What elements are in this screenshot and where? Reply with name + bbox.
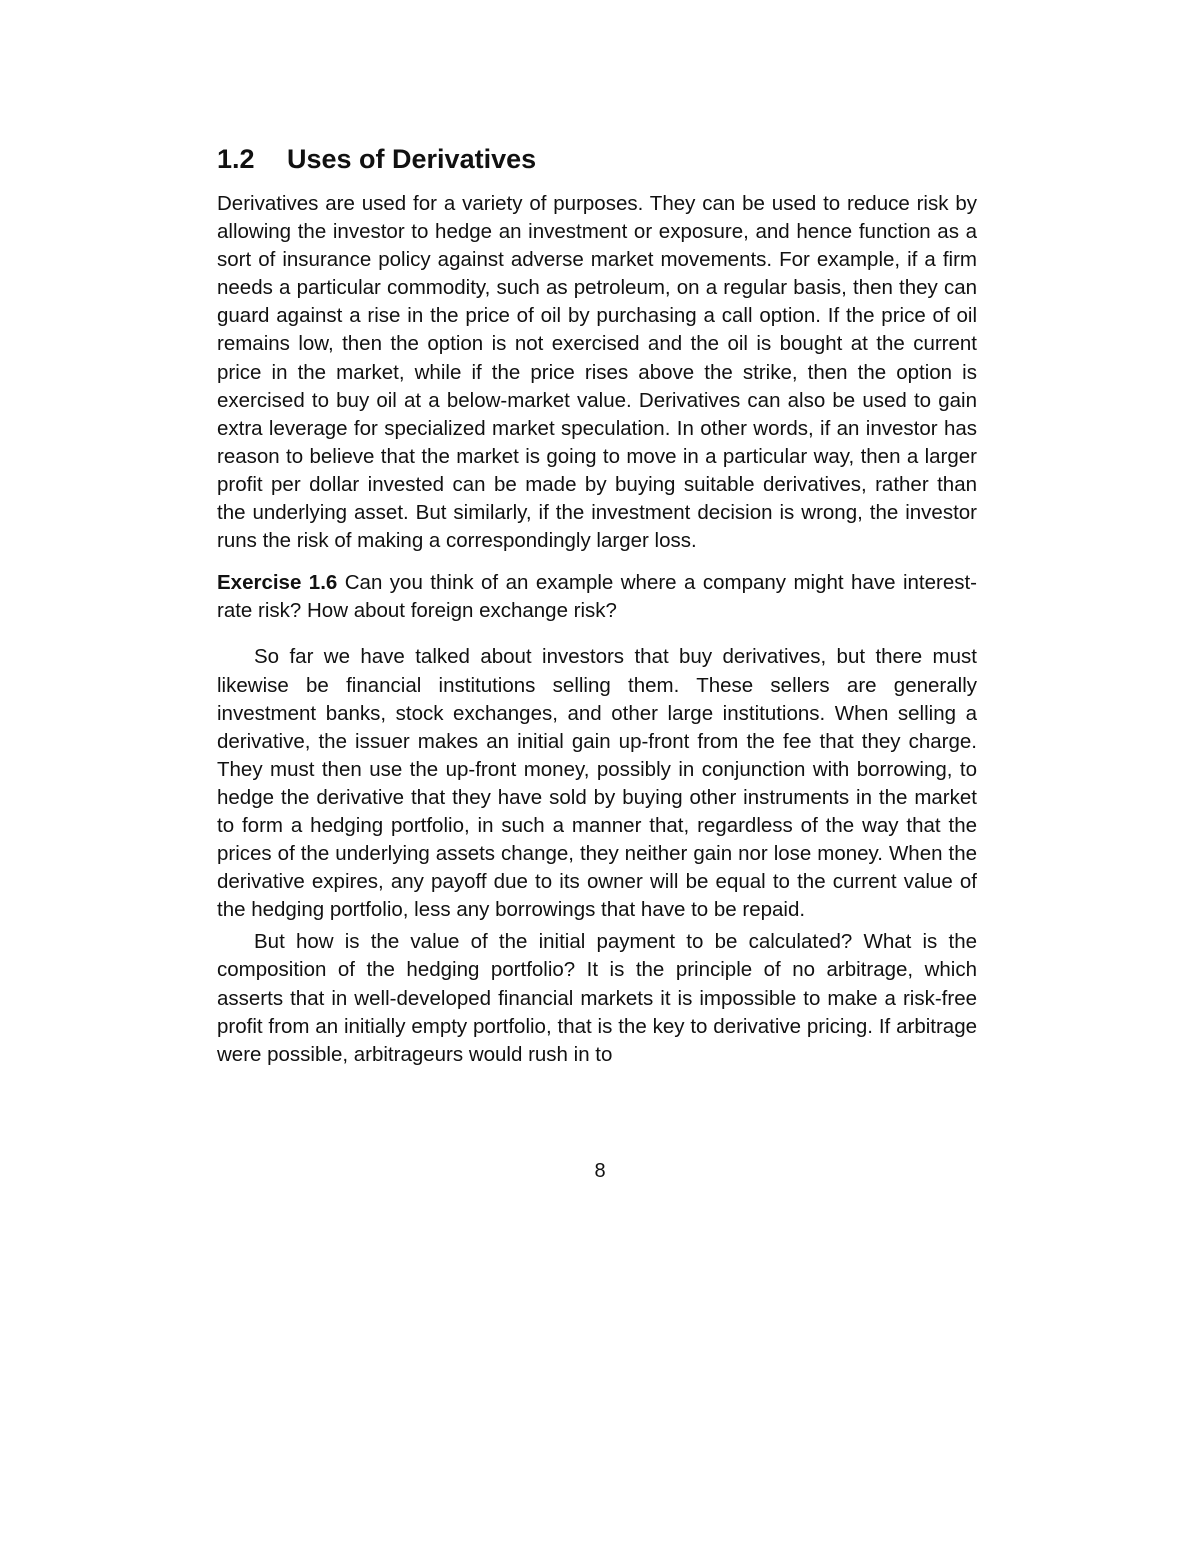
- intro-paragraph: Derivatives are used for a variety of purposes. They can be used to reduce risk by allowing the investor to hedge an investment or exposure, and hence function as a sort of insurance policy against adverse market movements. For example, if a firm needs a particular commodity, such as petroleum, on a regular basis, then they can guard against a rise in the price of oil by purchasing a call option. If the price of oil remains low, then the option is not exercised and the oil is bought at the current price in the market, while if the price rises above the strike, then the option is exercised to buy oil at a below-market value. Derivatives can also be used to gain extra leverage for specialized market speculation. In other words, if an investor has reason to believe that the market is going to move in a particular way, then a larger profit per dollar invested can be made by buying suitable derivatives, rather than the underlying asset. But similarly, if the investment decision is wrong, the investor runs the risk of making a correspondingly larger loss.: [217, 192, 977, 553]
- exercise-label: Exercise 1.6: [217, 571, 338, 595]
- section-heading: [217, 140, 977, 178]
- exercise-block: [217, 569, 977, 625]
- exercise-text: Can you think of an example where a company might have interest-rate risk? How about foreign exchange risk?: [217, 571, 977, 623]
- section-title: Uses of Derivatives: [287, 144, 537, 174]
- arbitrage-paragraph: But how is the value of the initial payment to be calculated? What is the composition of the hedging portfolio? It is the principle of no arbitrage, which asserts that in well-developed financial markets it is impossible to make a risk-free profit from an initially empty portfolio, that is the key to derivative pricing. If arbitrage were possible, arbitrageurs would rush in to: [217, 930, 977, 1066]
- page-body: [217, 140, 977, 1069]
- section-number: 1.2: [217, 144, 255, 174]
- page-number: 8: [594, 1160, 606, 1182]
- sellers-paragraph: So far we have talked about investors that buy derivatives, but there must likewise be financial institutions selling them. These sellers are generally investment banks, stock exchanges, and other large institutions. When selling a derivative, the issuer makes an initial gain up-front from the fee that they charge. They must then use the up-front money, possibly in conjunction with borrowing, to hedge the derivative that they have sold by buying other instruments in the market to form a hedging portfolio, in such a manner that, regardless of the way that the prices of the underlying assets change, they neither gain nor lose money. When the derivative expires, any payoff due to its owner will be equal to the current value of the hedging portfolio, less any borrowings that have to be repaid.: [217, 645, 977, 922]
